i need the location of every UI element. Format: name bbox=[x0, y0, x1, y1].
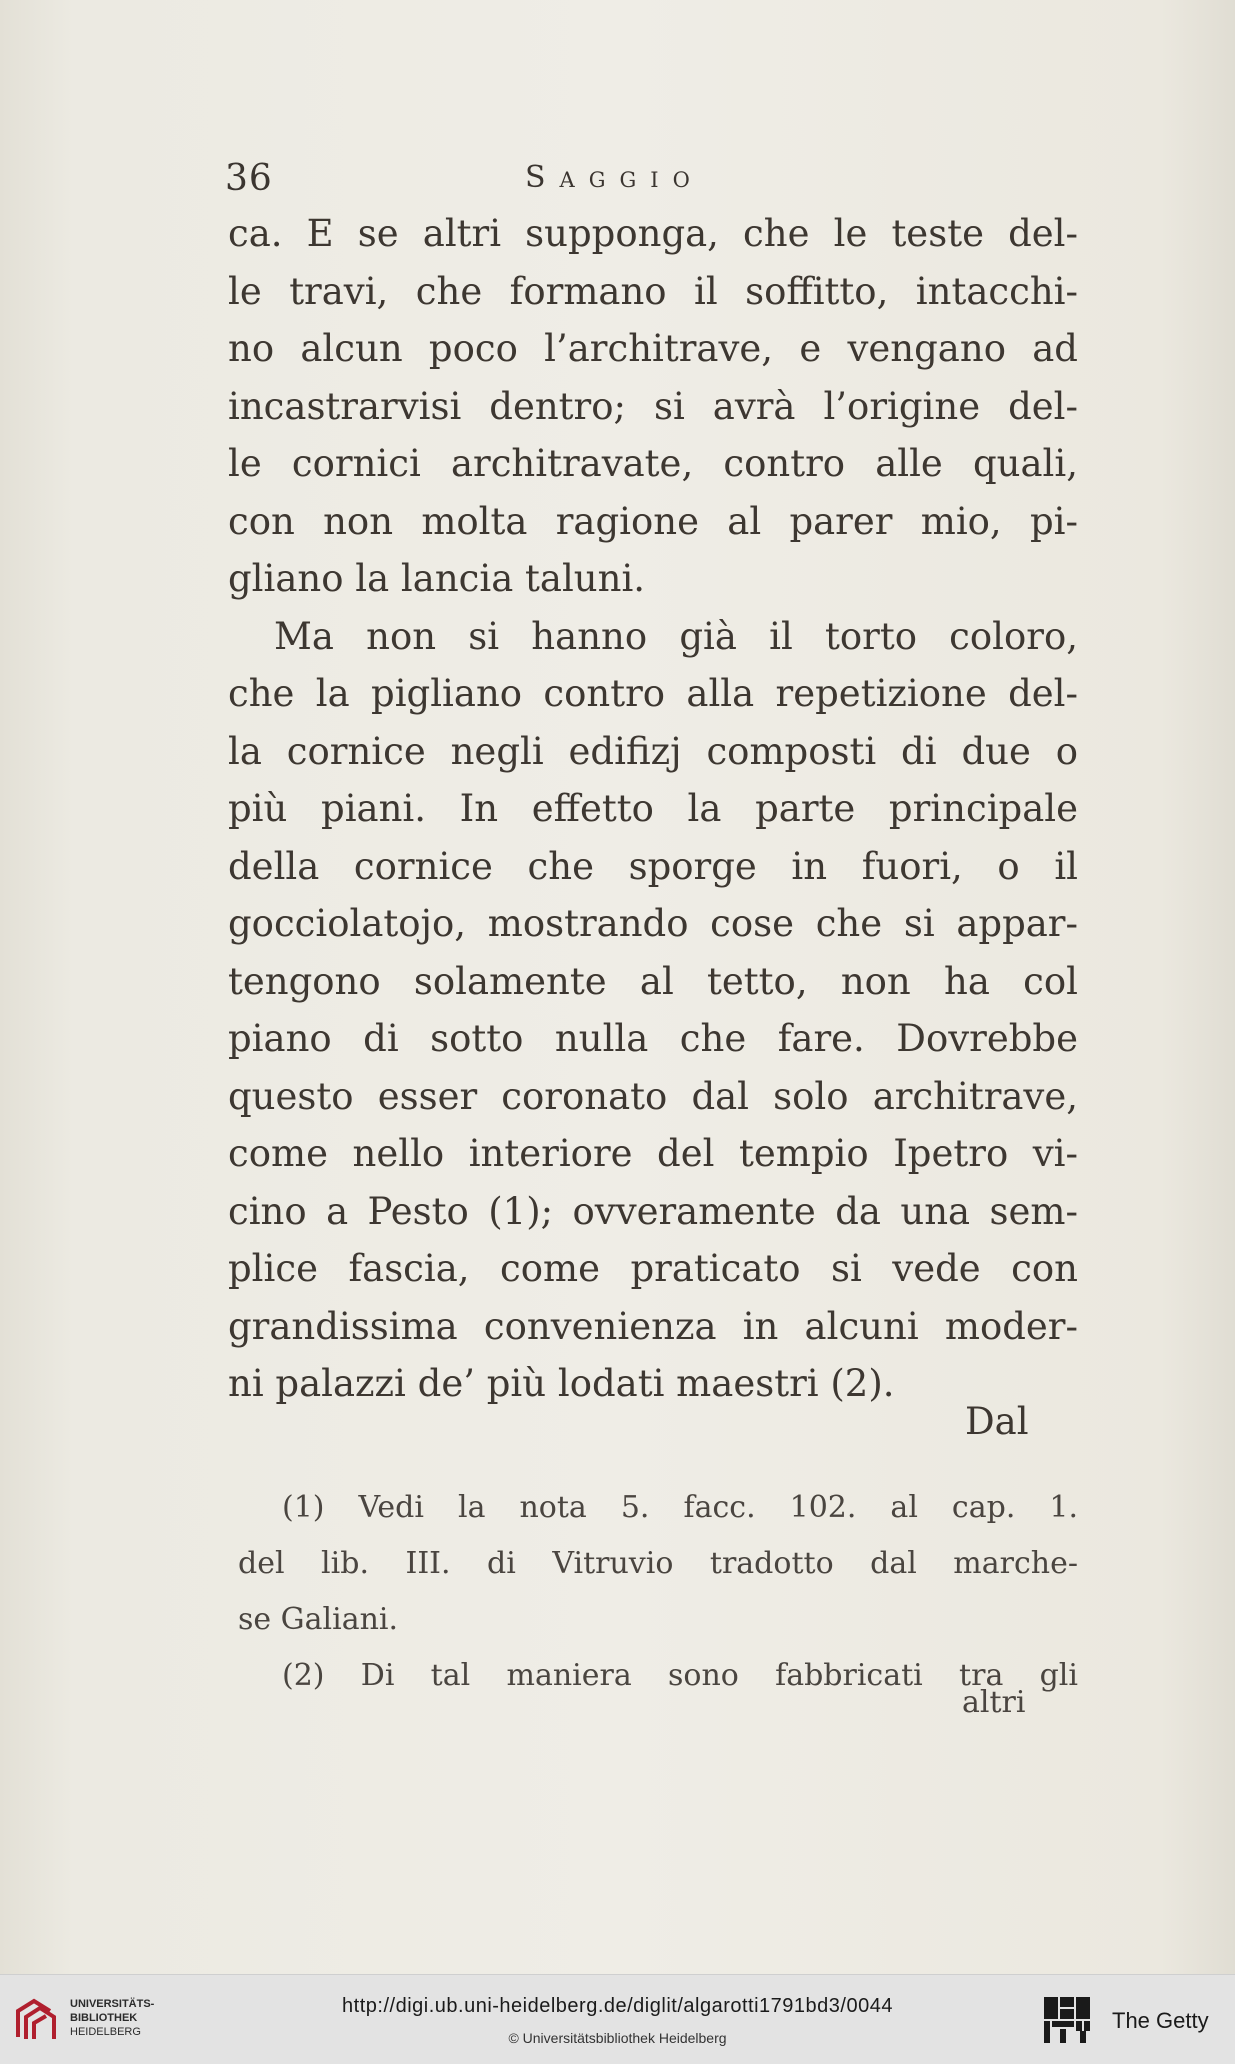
library-name-line-1: UNIVERSITÄTS- bbox=[70, 1998, 155, 2010]
text-line: incastrarvisi dentro; si avrà l’origine del- bbox=[228, 384, 1078, 428]
text-line: che la pigliano contro alla repetizione del- bbox=[228, 672, 1078, 715]
text-line: piano di sotto nulla che fare. Dovrebbe bbox=[228, 1017, 1078, 1060]
running-head bbox=[225, 158, 1085, 208]
text-line: più piani. In effetto la parte principale bbox=[228, 787, 1078, 830]
library-name-line-2: BIBLIOTHEK bbox=[70, 2012, 138, 2024]
text-line: no alcun poco l’architrave, e vengano ad bbox=[228, 327, 1078, 370]
main-text bbox=[228, 205, 1078, 1413]
footnotes bbox=[238, 1480, 1078, 1704]
text-line: Ma non si hanno già il torto coloro, bbox=[274, 614, 1078, 658]
text-line: ca. E se altri supponga, che le teste del- bbox=[228, 212, 1078, 255]
text-line: gliano la lancia taluni. bbox=[228, 557, 646, 600]
footnote-line: del lib. III. di Vitruvio tradotto dal marche- bbox=[238, 1546, 1078, 1581]
permalink-url[interactable]: http://digi.ub.uni-heidelberg.de/diglit/algarotti1791bd3/0044 bbox=[342, 1995, 893, 2017]
getty-name: The Getty bbox=[1112, 2008, 1209, 2033]
text-line: tengono solamente al tetto, non ha col bbox=[228, 959, 1078, 1003]
footnote-line: se Galiani. bbox=[238, 1602, 399, 1637]
text-line: con non molta ragione al parer mio, pi- bbox=[228, 499, 1078, 543]
footnote-catchword: altri bbox=[962, 1685, 1026, 1720]
text-line: la cornice negli edifizj composti di due o bbox=[228, 729, 1078, 773]
text-line: grandissima convenienza in alcuni moder- bbox=[228, 1304, 1078, 1348]
getty-logo-icon bbox=[1040, 1993, 1094, 2047]
footer-bar bbox=[0, 1974, 1235, 2064]
text-line: questo esser coronato dal solo architrave, bbox=[228, 1074, 1078, 1118]
text-line: le travi, che formano il soffitto, intacchi- bbox=[228, 269, 1078, 313]
catchword: Dal bbox=[965, 1400, 1029, 1443]
text-line: cino a Pesto (1); ovveramente da una sem- bbox=[228, 1189, 1078, 1233]
page-number: 36 bbox=[225, 158, 273, 199]
copyright-notice: © Universitätsbibliothek Heidelberg bbox=[508, 2030, 727, 2046]
footnote-line: (2) Di tal maniera sono fabbricati tra gli bbox=[282, 1658, 1078, 1693]
library-name-line-3: HEIDELBERG bbox=[70, 2026, 141, 2038]
text-line: della cornice che sporge in fuori, o il bbox=[228, 844, 1078, 888]
page-heading: Saggio bbox=[525, 160, 704, 195]
text-line: come nello interiore del tempio Ipetro vi- bbox=[228, 1132, 1078, 1175]
footnote-line: (1) Vedi la nota 5. facc. 102. al cap. 1. bbox=[282, 1490, 1078, 1525]
text-line: gocciolatojo, mostrando cose che si appar- bbox=[228, 902, 1078, 945]
text-line: plice fascia, come praticato si vede con bbox=[228, 1247, 1078, 1290]
text-line: ni palazzi de’ più lodati maestri (2). bbox=[228, 1362, 895, 1405]
text-line: le cornici architravate, contro alle quali, bbox=[228, 442, 1078, 485]
